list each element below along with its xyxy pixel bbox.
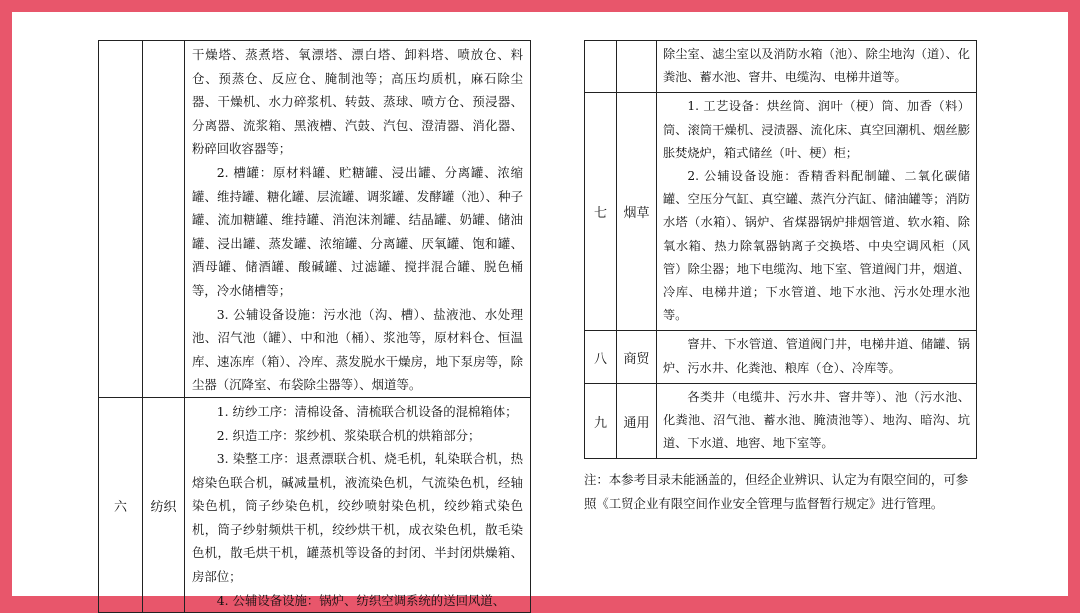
row-number: 八 xyxy=(585,331,617,383)
table-row xyxy=(99,397,531,612)
row-category: 纺织 xyxy=(143,397,185,612)
table-row xyxy=(585,383,977,459)
row-category: 烟草 xyxy=(617,93,657,331)
footnote xyxy=(584,468,976,516)
empty-cell xyxy=(617,41,657,93)
table-row xyxy=(585,93,977,331)
list-item: 窨井、下水管道、管道阀门井，电梯井道、储罐、锅炉、污水井、化粪池、粮库（仓）、冷库等。 xyxy=(663,337,970,375)
list-item: 3. 公辅设备设施：污水池（沟、槽）、盐液池、水处理池、沼气池（罐）、中和池（桶）、浆池等，原材料仓、恒温库、速冻库（箱）、冷库、蒸发脱水干燥房，地下泵房等，除尘器（沉降室、布袋除尘器等）、烟道等。 xyxy=(192,306,523,393)
empty-cell xyxy=(99,41,143,398)
empty-cell xyxy=(143,41,185,398)
row-category: 通用 xyxy=(617,383,657,459)
list-item: 2. 槽罐：原材料罐、贮糖罐、浸出罐、分离罐、浓缩罐、维持罐、糖化罐、层流罐、调浆罐、发酵罐（池）、种子罐、流加糖罐、维持罐、消泡沫剂罐、结晶罐、奶罐、储油罐、浸出罐、蒸发罐、浓缩罐、分离罐、厌氧罐、饱和罐、酒母罐、储酒罐、酸碱罐、过滤罐、搅拌混合罐、脱色桶等，冷水储槽等； xyxy=(192,164,523,298)
continued-text: 除尘室、滤尘室以及消防水箱（池）、除尘地沟（道）、化粪池、蓄水池、窨井、电缆沟、电梯井道等。 xyxy=(663,47,970,85)
list-item: 3. 染整工序：退煮漂联合机、烧毛机，轧染联合机，热熔染色联合机，碱减量机，液流染色机，气流染色机，经轴染色机，筒子纱染色机，绞纱喷射染色机，绞纱箱式染色机，筒子纱射频烘干机，绞纱烘干机，成衣染色机，散毛染色机，散毛烘干机，罐蒸机等设备的封闭、半封闭烘燥箱、房部位； xyxy=(192,451,523,585)
table-row xyxy=(99,41,531,398)
footnote-text: 注：本参考目录未能涵盖的，但经企业辨识、认定为有限空间的，可参照《工贸企业有限空间作业安全管理与监督暂行规定》进行管理。 xyxy=(584,472,969,511)
list-item: 4. 公辅设备设施：锅炉、纺织空调系统的送回风道、 xyxy=(216,592,506,608)
list-item: 2. 公辅设备设施：香精香料配制罐、二氧化碳储罐、空压分气缸、真空罐、蒸汽分汽缸、储油罐等；消防水塔（水箱）、锅炉、省煤器锅炉排烟管道、软水箱、除氧水箱、热力除氧器钠离子交换塔、中央空调风柜（风管）除尘器；地下电缆沟、地下室、管道阀门井，烟道、冷库、电梯井道；下水管道、地下水池、污水处理水池等。 xyxy=(663,169,970,323)
left-table xyxy=(98,40,531,613)
content-cell xyxy=(657,383,977,459)
content-cell xyxy=(185,397,531,612)
row-number: 六 xyxy=(99,397,143,612)
table-row xyxy=(585,331,977,383)
content-cell xyxy=(185,41,531,398)
content-cell xyxy=(657,93,977,331)
row-category: 商贸 xyxy=(617,331,657,383)
table-row xyxy=(585,41,977,93)
continued-text: 干燥塔、蒸煮塔、氧漂塔、漂白塔、卸料塔、喷放仓、料仓、预蒸仓、反应仓、腌制池等；高压均质机，麻石除尘器、干燥机、水力碎浆机、转鼓、蒸球、喷方仓、预浸器、分离器、流浆箱、黑液槽、汽鼓、汽包、澄清器、消化器、粉碎回收容器等； xyxy=(192,47,523,157)
empty-cell xyxy=(585,41,617,93)
list-item: 2. 织造工序：浆纱机、浆染联合机的烘箱部分； xyxy=(216,427,481,443)
content-cell xyxy=(657,331,977,383)
list-item: 1. 工艺设备：烘丝筒、润叶（梗）筒、加香（料）筒、滚筒干燥机、浸渍器、流化床、真空回潮机、烟丝膨胀焚烧炉，箱式储丝（叶、梗）柜； xyxy=(663,99,970,160)
content-cell xyxy=(657,41,977,93)
list-item: 各类井（电缆井、污水井、窨井等）、池（污水池、化粪池、沼气池、蓄水池、腌渍池等）、地沟、暗沟、坑道、下水道、地窖、地下室等。 xyxy=(663,389,970,451)
right-table xyxy=(584,40,977,459)
row-number: 七 xyxy=(585,93,617,331)
row-number: 九 xyxy=(585,383,617,459)
list-item: 1. 纺纱工序：清棉设备、清梳联合机设备的混棉箱体； xyxy=(216,403,518,419)
